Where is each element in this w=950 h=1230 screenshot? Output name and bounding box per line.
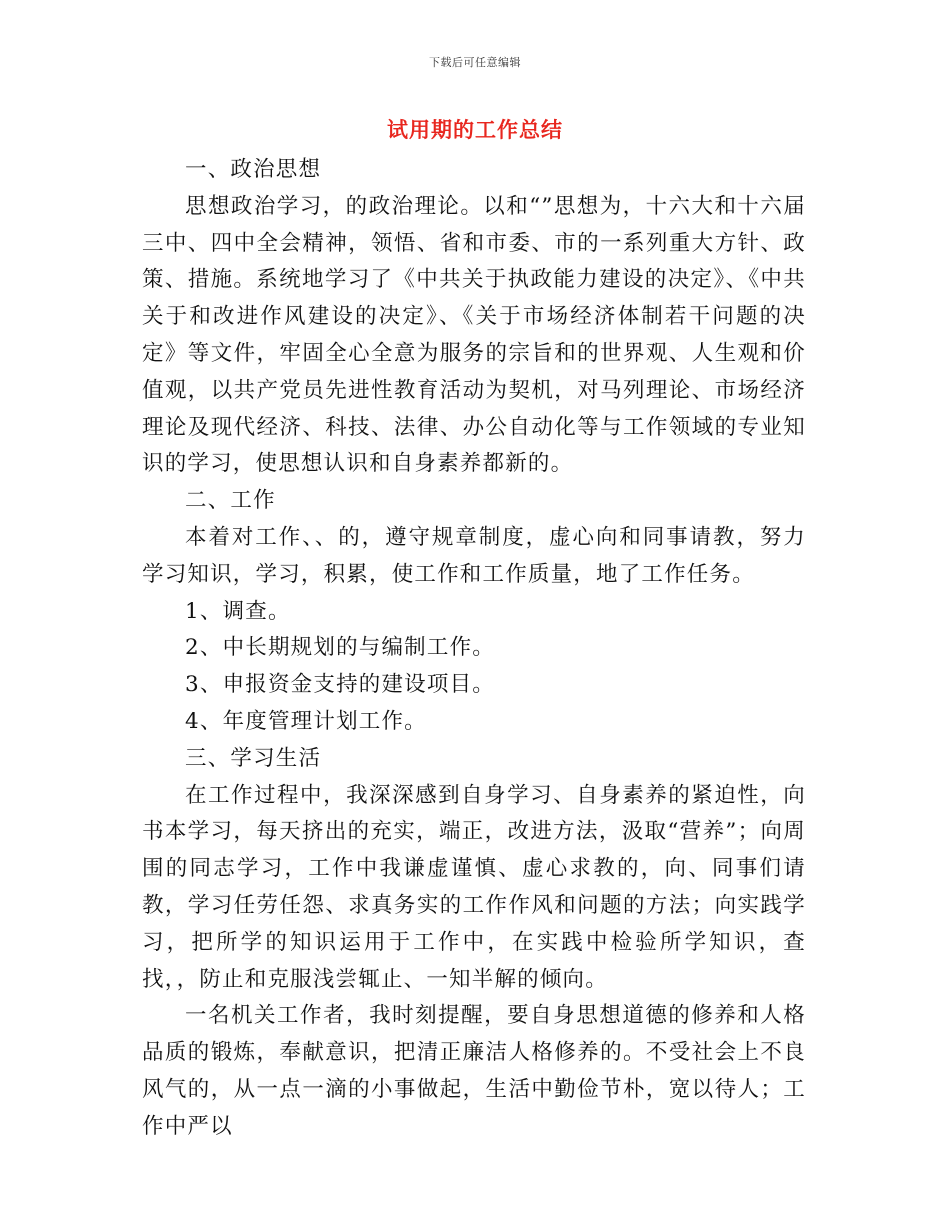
section-heading-study: 三、学习生活	[185, 745, 322, 771]
section-heading-politics: 一、政治思想	[185, 157, 322, 182]
page-header: 下载后可任意编辑	[429, 56, 521, 69]
paragraph-work: 本着对工作、、的，遵守规章制度，虚心向和同事请教，努力学习知识，学习，积累，使工作和工作质量，地了工作任务。	[142, 524, 806, 587]
section-heading-work: 二、工作	[185, 488, 276, 514]
list-item-2: 2、中长期规划的与编制工作。	[185, 635, 495, 661]
document-body	[142, 152, 806, 1146]
document-title: 试用期的工作总结	[387, 117, 563, 142]
paragraph-politics: 思想政治学习，的政治理论。以和“”思想为，十六大和十六届三中、四中全会精神，领悟、省和市委、市的一系列重大方针、政策、措施。系统地学习了《中共关于执政能力建设的决定》、《中共关于和改进作风建设的决定》、《关于市场经济体制若干问题的决定》等文件，牢固全心全意为服务的宗旨和的世界观、人生观和价值观，以共产党员先进性教育活动为契机，对马列理论、市场经济理论及现代经济、科技、法律、办公自动化等与工作领域的专业知识的学习，使思想认识和自身素养都新的。	[142, 193, 806, 477]
paragraph-conduct: 一名机关工作者，我时刻提醒，要自身思想道德的修养和人格品质的锻炼，奉献意识，把清正廉洁人格修养的。不受社会上不良风气的，从一点一滴的小事做起，生活中勤俭节朴，宽以待人；工作中严以	[142, 1003, 806, 1139]
paragraph-study: 在工作过程中，我深深感到自身学习、自身素养的紧迫性，向书本学习，每天挤出的充实，端正，改进方法，汲取“营养”；向周围的同志学习，工作中我谦虚谨慎、虚心求教的，向、同事们请教，学习任劳任怨、求真务实的工作作风和问题的方法；向实践学习，把所学的知识运用于工作中，在实践中检验所学知识，查找，，防止和克服浅尝辄止、一知半解的倾向。	[142, 782, 806, 992]
list-item-3: 3、申报资金支持的建设项目。	[185, 672, 495, 698]
list-item-1: 1、调查。	[185, 598, 291, 624]
list-item-4: 4、年度管理计划工作。	[185, 708, 427, 734]
